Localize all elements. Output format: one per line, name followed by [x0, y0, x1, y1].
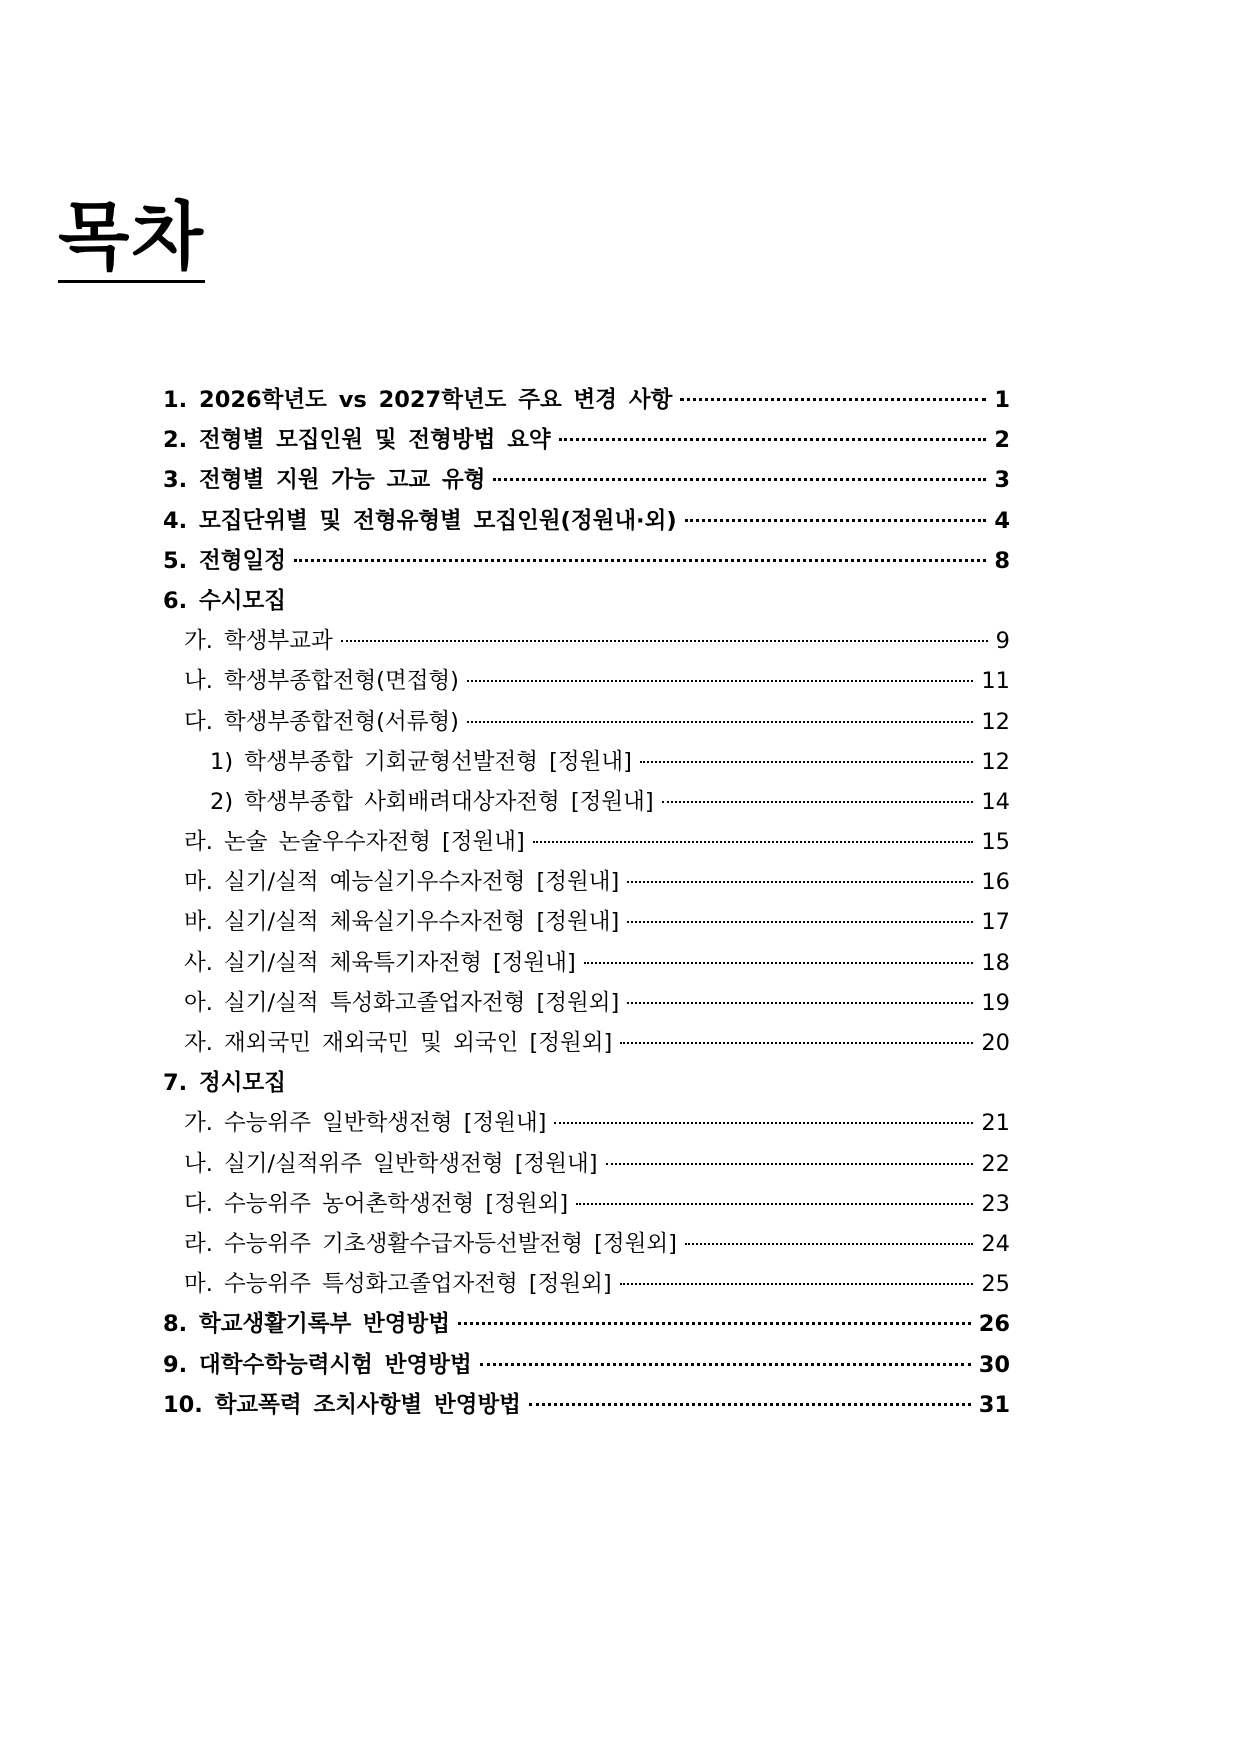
toc-entry-label: 1) 학생부종합 기회균형선발전형 [정원내] — [210, 748, 632, 775]
toc-entry-label: 다. 학생부종합전형(서류형) — [184, 708, 459, 735]
dot-leader — [559, 438, 987, 441]
toc-entry-label: 4. 모집단위별 및 전형유형별 모집인원(정원내·외) — [163, 507, 677, 534]
dot-leader — [554, 1122, 973, 1124]
dot-leader — [606, 1163, 974, 1165]
toc-entry-page-number: 16 — [981, 869, 1010, 896]
toc-entry-label: 아. 실기/실적 특성화고졸업자전형 [정원외] — [184, 989, 620, 1016]
toc-entry[interactable] — [163, 541, 1010, 581]
dot-leader — [627, 1002, 973, 1004]
dot-leader — [467, 721, 973, 723]
dot-leader — [294, 559, 986, 562]
toc-entry-page-number: 18 — [981, 949, 1010, 976]
toc-entry-label: 2) 학생부종합 사회배려대상자전형 [정원내] — [210, 788, 654, 815]
dot-leader — [685, 519, 987, 522]
toc-entry-page-number: 12 — [981, 708, 1010, 735]
toc-entry-page-number: 12 — [981, 748, 1010, 775]
toc-entry-page-number: 4 — [994, 507, 1010, 534]
toc-entry-label: 나. 실기/실적위주 일반학생전형 [정원내] — [184, 1150, 598, 1177]
dot-leader — [584, 962, 974, 964]
toc-entry-page-number: 11 — [981, 668, 1010, 695]
toc-entry-label: 7. 정시모집 — [163, 1070, 286, 1097]
dot-leader — [662, 801, 974, 803]
dot-leader — [620, 1042, 973, 1044]
toc-entry[interactable] — [163, 702, 1010, 742]
toc-entry[interactable] — [163, 621, 1010, 661]
toc-entry-label: 1. 2026학년도 vs 2027학년도 주요 변경 사항 — [163, 387, 673, 413]
toc-entry-page-number: 17 — [981, 909, 1010, 936]
toc-entry-page-number: 31 — [978, 1391, 1010, 1418]
toc-entry-page-number: 25 — [981, 1271, 1010, 1298]
toc-entry[interactable] — [163, 460, 1010, 500]
toc-entry[interactable] — [163, 501, 1010, 541]
dot-leader — [620, 1283, 974, 1285]
toc-entry[interactable] — [163, 983, 1010, 1023]
toc-entry-label: 8. 학교생활기록부 반영방법 — [163, 1311, 450, 1338]
dot-leader — [493, 478, 986, 481]
dot-leader — [458, 1322, 971, 1325]
toc-entry[interactable] — [163, 661, 1010, 701]
toc-entry-label: 6. 수시모집 — [163, 587, 286, 614]
toc-entry-page-number: 9 — [995, 628, 1010, 655]
toc-entry-page-number: 3 — [994, 467, 1010, 494]
toc-entry[interactable] — [163, 1264, 1010, 1304]
toc-entry[interactable] — [163, 420, 1010, 460]
toc-entry[interactable] — [163, 1063, 1010, 1103]
toc-entry-label: 3. 전형별 지원 가능 고교 유형 — [163, 467, 486, 494]
toc-entry-label: 나. 학생부종합전형(면접형) — [184, 668, 459, 695]
toc-entry-label: 라. 논술 논술우수자전형 [정원내] — [184, 829, 525, 856]
dot-leader — [529, 1403, 971, 1406]
toc-entry-label: 사. 실기/실적 체육특기자전형 [정원내] — [184, 949, 576, 976]
toc-entry-page-number: 23 — [981, 1190, 1010, 1217]
toc-entry[interactable] — [163, 782, 1010, 822]
toc-entry-page-number: 22 — [981, 1150, 1010, 1177]
dot-leader — [627, 921, 973, 923]
table-of-contents — [163, 380, 1010, 1425]
toc-entry-page-number: 21 — [981, 1110, 1010, 1137]
toc-entry[interactable] — [163, 380, 1010, 420]
toc-entry-page-number: 1 — [994, 387, 1010, 413]
dot-leader — [533, 841, 974, 843]
toc-entry-label: 자. 재외국민 재외국민 및 외국인 [정원외] — [184, 1030, 613, 1056]
toc-entry-page-number: 19 — [981, 989, 1010, 1016]
toc-entry-page-number: 14 — [981, 788, 1010, 815]
toc-entry[interactable] — [163, 822, 1010, 862]
page-title: 목차 — [58, 200, 205, 283]
toc-entry-label: 라. 수능위주 기초생활수급자등선발전형 [정원외] — [184, 1230, 677, 1257]
toc-entry-label: 9. 대학수학능력시험 반영방법 — [163, 1351, 472, 1378]
dot-leader — [341, 640, 988, 642]
dot-leader — [685, 1243, 973, 1245]
dot-leader — [480, 1363, 971, 1366]
toc-entry[interactable] — [163, 1385, 1010, 1425]
toc-entry[interactable] — [163, 1184, 1010, 1224]
toc-entry-label: 바. 실기/실적 체육실기우수자전형 [정원내] — [184, 909, 620, 936]
toc-entry[interactable] — [163, 581, 1010, 621]
toc-entry-page-number: 30 — [978, 1351, 1010, 1378]
dot-leader — [680, 398, 986, 401]
toc-entry-page-number: 20 — [981, 1030, 1010, 1056]
dot-leader — [627, 881, 973, 883]
toc-entry[interactable] — [163, 1345, 1010, 1385]
toc-entry-page-number: 2 — [994, 427, 1010, 454]
toc-entry-page-number: 26 — [978, 1311, 1010, 1338]
toc-entry[interactable] — [163, 1023, 1010, 1063]
toc-entry-label: 가. 수능위주 일반학생전형 [정원내] — [184, 1110, 547, 1137]
toc-entry[interactable] — [163, 902, 1010, 942]
dot-leader — [467, 680, 973, 682]
toc-entry-label: 5. 전형일정 — [163, 547, 286, 574]
toc-entry[interactable] — [163, 1224, 1010, 1264]
toc-entry-label: 10. 학교폭력 조치사항별 반영방법 — [163, 1391, 521, 1418]
toc-entry[interactable] — [163, 742, 1010, 782]
toc-entry[interactable] — [163, 862, 1010, 902]
dot-leader — [576, 1203, 973, 1205]
toc-entry[interactable] — [163, 1144, 1010, 1184]
toc-entry-label: 2. 전형별 모집인원 및 전형방법 요약 — [163, 427, 551, 454]
toc-entry[interactable] — [163, 1103, 1010, 1143]
toc-entry-page-number: 8 — [994, 547, 1010, 574]
toc-entry-label: 가. 학생부교과 — [184, 628, 333, 655]
toc-entry-label: 마. 실기/실적 예능실기우수자전형 [정원내] — [184, 869, 620, 896]
toc-entry-label: 마. 수능위주 특성화고졸업자전형 [정원외] — [184, 1271, 612, 1298]
toc-entry-page-number: 24 — [981, 1230, 1010, 1257]
dot-leader — [640, 761, 973, 763]
toc-entry-label: 다. 수능위주 농어촌학생전형 [정원외] — [184, 1190, 569, 1217]
toc-entry-page-number: 15 — [981, 829, 1010, 856]
toc-entry[interactable] — [163, 1304, 1010, 1344]
toc-entry[interactable] — [163, 943, 1010, 983]
